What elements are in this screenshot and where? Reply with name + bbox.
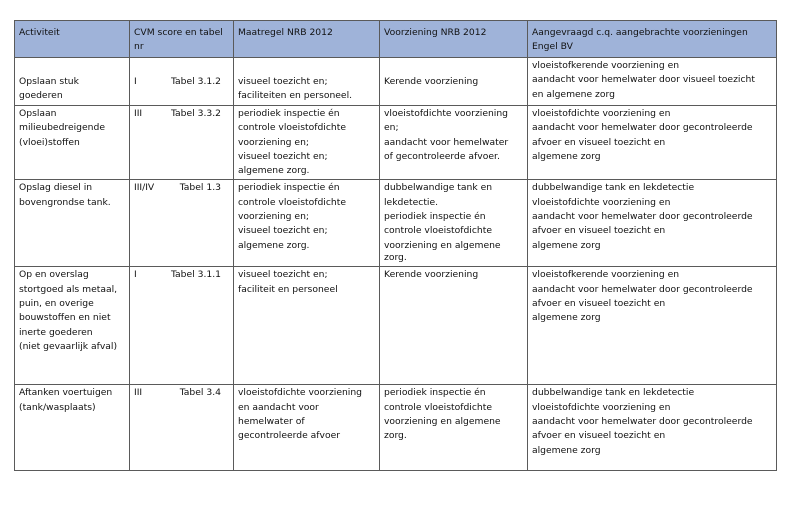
cell-measure: periodiek inspectie én controle vloeistofdichte voorziening en; visueel toezicht en; algemene zorg. bbox=[234, 106, 380, 180]
header-voorziening: Voorziening NRB 2012 bbox=[380, 21, 528, 58]
header-activiteit: Activiteit bbox=[15, 21, 130, 58]
cell-score: III/IV Tabel 1.3 bbox=[130, 180, 234, 267]
header-cvm-score: CVM score en tabel nr bbox=[130, 21, 234, 58]
voorzieningen-table bbox=[14, 20, 777, 471]
cell-requested: vloeistofkerende voorziening en aandacht voor hemelwater door gecontroleerde afvoer en visueel toezicht en algemene zorg bbox=[528, 267, 777, 385]
header-maatregel: Maatregel NRB 2012 bbox=[234, 21, 380, 58]
cell-activity: Opslaan milieubedreigende (vloei)stoffen bbox=[15, 106, 130, 180]
table-row bbox=[15, 106, 777, 180]
cell-activity: Opslag diesel in bovengrondse tank. bbox=[15, 180, 130, 267]
cell-measure: visueel toezicht en; faciliteit en personeel bbox=[234, 267, 380, 385]
cell-provision: Kerende voorziening bbox=[380, 267, 528, 385]
cell-measure: vloeistofdichte voorziening en aandacht voor hemelwater of gecontroleerde afvoer bbox=[234, 385, 380, 471]
cell-provision: periodiek inspectie én controle vloeistofdichte voorziening en algemene zorg. bbox=[380, 385, 528, 471]
cell-requested: vloeistofdichte voorziening en aandacht voor hemelwater door gecontroleerde afvoer en visueel toezicht en algemene zorg bbox=[528, 106, 777, 180]
cell-score: I Tabel 3.1.2 bbox=[130, 58, 234, 106]
cell-score: III Tabel 3.3.2 bbox=[130, 106, 234, 180]
table-row bbox=[15, 180, 777, 267]
cell-provision: dubbelwandige tank en lekdetectie. periodiek inspectie én controle vloeistofdichte voorziening en algemene zorg. bbox=[380, 180, 528, 267]
cell-requested: dubbelwandige tank en lekdetectie vloeistofdichte voorziening en aandacht voor hemelwater door gecontroleerde afvoer en visueel toezicht en algemene zorg bbox=[528, 180, 777, 267]
cell-provision: Kerende voorziening bbox=[380, 58, 528, 106]
cell-score: I Tabel 3.1.1 bbox=[130, 267, 234, 385]
header-aangevraagd: Aangevraagd c.q. aangebrachte voorzieningen Engel BV bbox=[528, 21, 777, 58]
cell-activity: Op en overslag stortgoed als metaal, puin, en overige bouwstoffen en niet inerte goederen (niet gevaarlijk afval) bbox=[15, 267, 130, 385]
table-header-row bbox=[15, 21, 777, 58]
cell-score: III Tabel 3.4 bbox=[130, 385, 234, 471]
cell-requested: dubbelwandige tank en lekdetectie vloeistofdichte voorziening en aandacht voor hemelwater door gecontroleerde afvoer en visueel toezicht en algemene zorg bbox=[528, 385, 777, 471]
cell-measure: visueel toezicht en; faciliteiten en personeel. bbox=[234, 58, 380, 106]
table-row bbox=[15, 385, 777, 471]
table-row bbox=[15, 267, 777, 385]
cell-activity: Aftanken voertuigen (tank/wasplaats) bbox=[15, 385, 130, 471]
cell-activity: Opslaan stuk goederen bbox=[15, 58, 130, 106]
cell-requested: vloeistofkerende voorziening en aandacht voor hemelwater door visueel toezicht en algemene zorg bbox=[528, 58, 777, 106]
cell-measure: periodiek inspectie én controle vloeistofdichte voorziening en; visueel toezicht en; algemene zorg. bbox=[234, 180, 380, 267]
cell-provision: vloeistofdichte voorziening en; aandacht voor hemelwater of gecontroleerde afvoer. bbox=[380, 106, 528, 180]
table-row bbox=[15, 58, 777, 106]
